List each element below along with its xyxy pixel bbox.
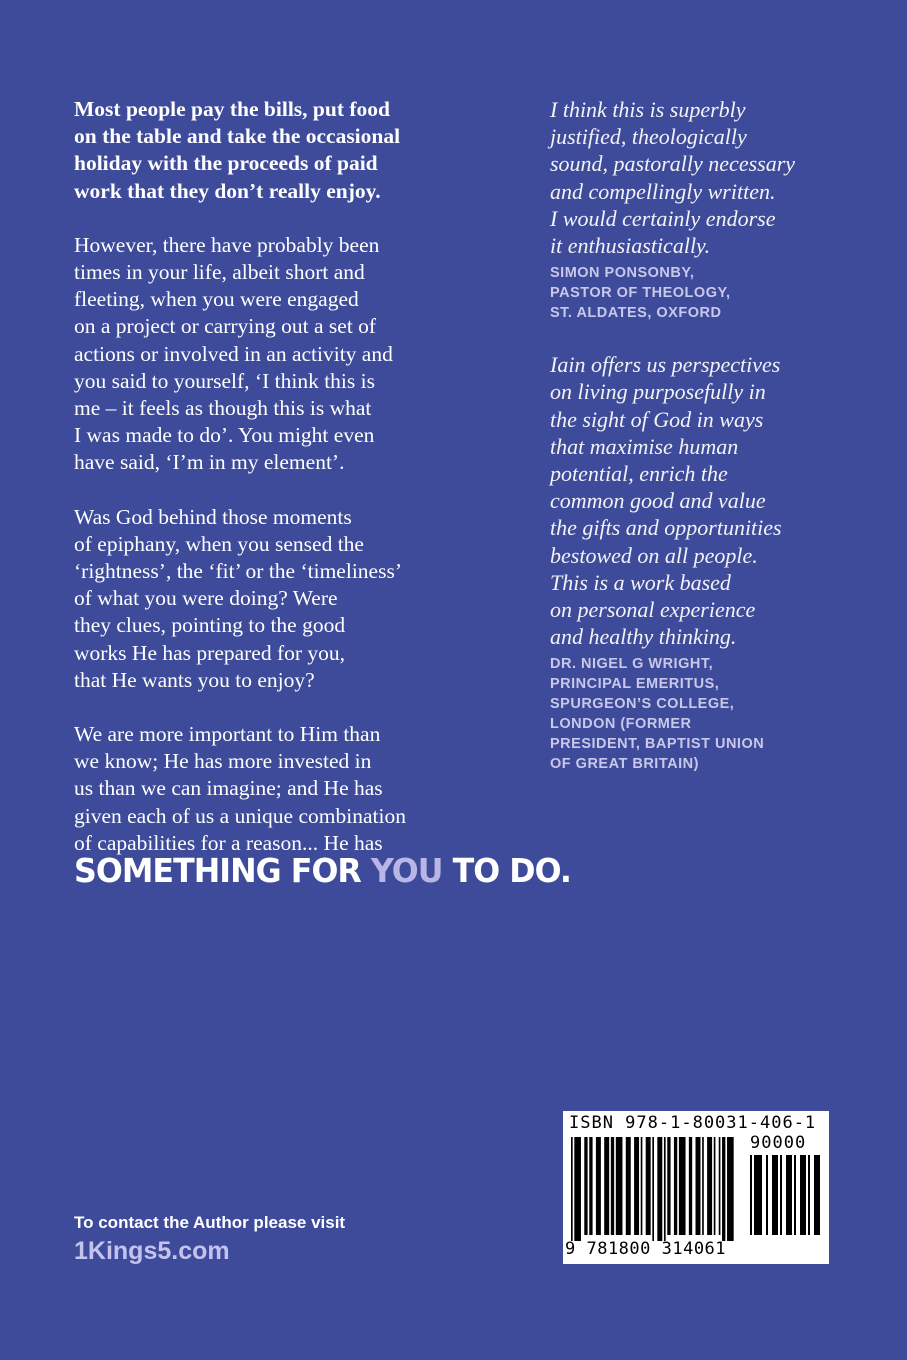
text-line: justified, theologically — [550, 124, 747, 150]
endorsement-1 — [550, 96, 850, 323]
barcode-bar — [589, 1137, 592, 1235]
barcode-bar — [657, 1137, 662, 1241]
text-line: on a project or carrying out a set of — [74, 314, 377, 339]
text-line: us than we can imagine; and He has — [74, 776, 383, 801]
ean-barcode-bars — [571, 1137, 737, 1241]
barcode-bar — [754, 1155, 762, 1235]
isbn-text: ISBN 978-1-80031-406-1 — [569, 1113, 817, 1133]
barcode-bar — [794, 1155, 796, 1235]
barcode-bar — [646, 1137, 651, 1235]
barcode-bar — [719, 1137, 721, 1235]
barcode-bar — [652, 1137, 654, 1241]
text-line: However, there have probably been — [74, 232, 380, 257]
back-cover-blurb — [74, 96, 571, 891]
barcode-bar — [596, 1137, 601, 1235]
text-line: We are more important to Him than — [74, 722, 381, 747]
text-line: PASTOR OF THEOLOGY, — [550, 285, 731, 302]
endorsement-attribution — [550, 263, 850, 323]
barcode-bar — [722, 1137, 725, 1241]
text-line: PRINCIPAL EMERITUS, — [550, 676, 720, 693]
text-line: This is a work based — [550, 569, 731, 595]
barcode-bar — [679, 1137, 686, 1235]
barcode-bar — [800, 1155, 806, 1235]
author-website-link[interactable]: 1Kings5.com — [74, 1237, 230, 1265]
blurb-paragraph-4 — [74, 721, 474, 857]
text-line: we know; He has more invested in — [74, 749, 372, 774]
barcode-bar — [727, 1137, 734, 1241]
text-line: PRESIDENT, BAPTIST UNION — [550, 736, 765, 753]
addon-barcode-bars — [750, 1155, 822, 1241]
text-line: ‘rightness’, the ‘fit’ or the ‘timeliness’ — [74, 559, 402, 584]
text-line: SPURGEON’S COLLEGE, — [550, 696, 735, 713]
text-line: it enthusiastically. — [550, 233, 711, 259]
text-line: work that they don’t really enjoy. — [74, 178, 381, 203]
text-line: DR. NIGEL G WRIGHT, — [550, 656, 714, 673]
text-line: common good and value — [550, 488, 766, 514]
text-line: fleeting, when you were engaged — [74, 287, 359, 312]
text-line: sound, pastorally necessary — [550, 151, 796, 177]
barcode-bar — [641, 1137, 643, 1235]
endorsement-quote — [550, 96, 850, 259]
text-line: works He has prepared for you, — [74, 640, 346, 665]
text-line: actions or involved in an activity and — [74, 341, 393, 366]
endorsement-attribution — [550, 654, 850, 774]
barcode-bar — [780, 1155, 782, 1235]
barcode-bar — [584, 1137, 587, 1235]
barcode-bar — [664, 1137, 666, 1241]
barcode-bar — [766, 1155, 768, 1235]
barcode-bar — [689, 1137, 692, 1235]
barcode-bar — [626, 1137, 631, 1235]
text-line: potential, enrich the — [550, 461, 728, 487]
text-line: given each of us a unique combination — [74, 803, 406, 828]
text-line: I was made to do’. You might even — [74, 423, 375, 448]
tagline — [74, 851, 571, 891]
text-line: times in your life, albeit short and — [74, 260, 365, 285]
text-line: and compellingly written. — [550, 178, 776, 204]
endorsements — [550, 96, 850, 774]
barcode-bar — [667, 1137, 670, 1235]
ean-text: 9 781800 314061 — [565, 1239, 727, 1259]
text-line: Was God behind those moments — [74, 504, 352, 529]
tagline-part-2: TO DO. — [442, 851, 571, 891]
text-line: Iain offers us perspectives — [550, 352, 781, 378]
barcode-bar — [696, 1137, 701, 1235]
text-line: SIMON PONSONBY, — [550, 265, 695, 282]
text-line: bestowed on all people. — [550, 542, 758, 568]
text-line: LONDON (FORMER — [550, 716, 692, 733]
text-line: I would certainly endorse — [550, 205, 776, 231]
text-line: and healthy thinking. — [550, 624, 737, 650]
text-line: holiday with the proceeds of paid — [74, 151, 378, 176]
barcode-bar — [707, 1137, 712, 1235]
text-line: Most people pay the bills, put food — [74, 97, 390, 121]
text-line: the gifts and opportunities — [550, 515, 782, 541]
text-line: on living purposefully in — [550, 379, 766, 405]
text-line: I think this is superbly — [550, 97, 746, 122]
text-line: me – it feels as though this is what — [74, 396, 372, 421]
barcode-bar — [714, 1137, 716, 1235]
text-line: they clues, pointing to the good — [74, 613, 346, 638]
isbn-barcode — [563, 1111, 829, 1264]
barcode-bar — [786, 1155, 792, 1235]
barcode-bar — [634, 1137, 639, 1235]
barcode-bar — [808, 1155, 810, 1235]
contact-text: To contact the Author please visit — [74, 1213, 346, 1232]
tagline-accent: YOU — [370, 851, 443, 891]
text-line: that maximise human — [550, 433, 739, 459]
barcode-bar — [571, 1137, 573, 1241]
blurb-paragraph-2 — [74, 232, 474, 477]
tagline-part-1: SOMETHING FOR — [74, 851, 371, 891]
text-line: have said, ‘I’m in my element’. — [74, 450, 345, 475]
text-line: ST. ALDATES, OXFORD — [550, 305, 722, 322]
barcode-bar — [772, 1155, 778, 1235]
endorsement-2 — [550, 351, 850, 774]
text-line: you said to yourself, ‘I think this is — [74, 368, 375, 393]
endorsement-quote — [550, 351, 850, 650]
text-line: of epiphany, when you sensed the — [74, 531, 364, 556]
text-line: OF GREAT BRITAIN) — [550, 756, 699, 773]
barcode-bar — [674, 1137, 677, 1235]
price-code-text: 90000 — [750, 1133, 807, 1153]
text-line: that He wants you to enjoy? — [74, 667, 315, 692]
blurb-paragraph-3 — [74, 504, 474, 694]
barcode-bar — [611, 1137, 614, 1235]
barcode-bar — [814, 1155, 820, 1235]
barcode-bar — [702, 1137, 704, 1235]
blurb-paragraph-1 — [74, 96, 474, 205]
barcode-bar — [604, 1137, 609, 1235]
text-line: the sight of God in ways — [550, 406, 764, 432]
text-line: on the table and take the occasional — [74, 124, 401, 149]
barcode-bar — [616, 1137, 623, 1235]
author-contact — [74, 1212, 345, 1268]
text-line: of capabilities for a reason... He has — [74, 830, 383, 855]
barcode-bar — [574, 1137, 581, 1241]
barcode-bar — [750, 1155, 752, 1235]
text-line: on personal experience — [550, 597, 756, 623]
text-line: of what you were doing? Were — [74, 586, 338, 611]
